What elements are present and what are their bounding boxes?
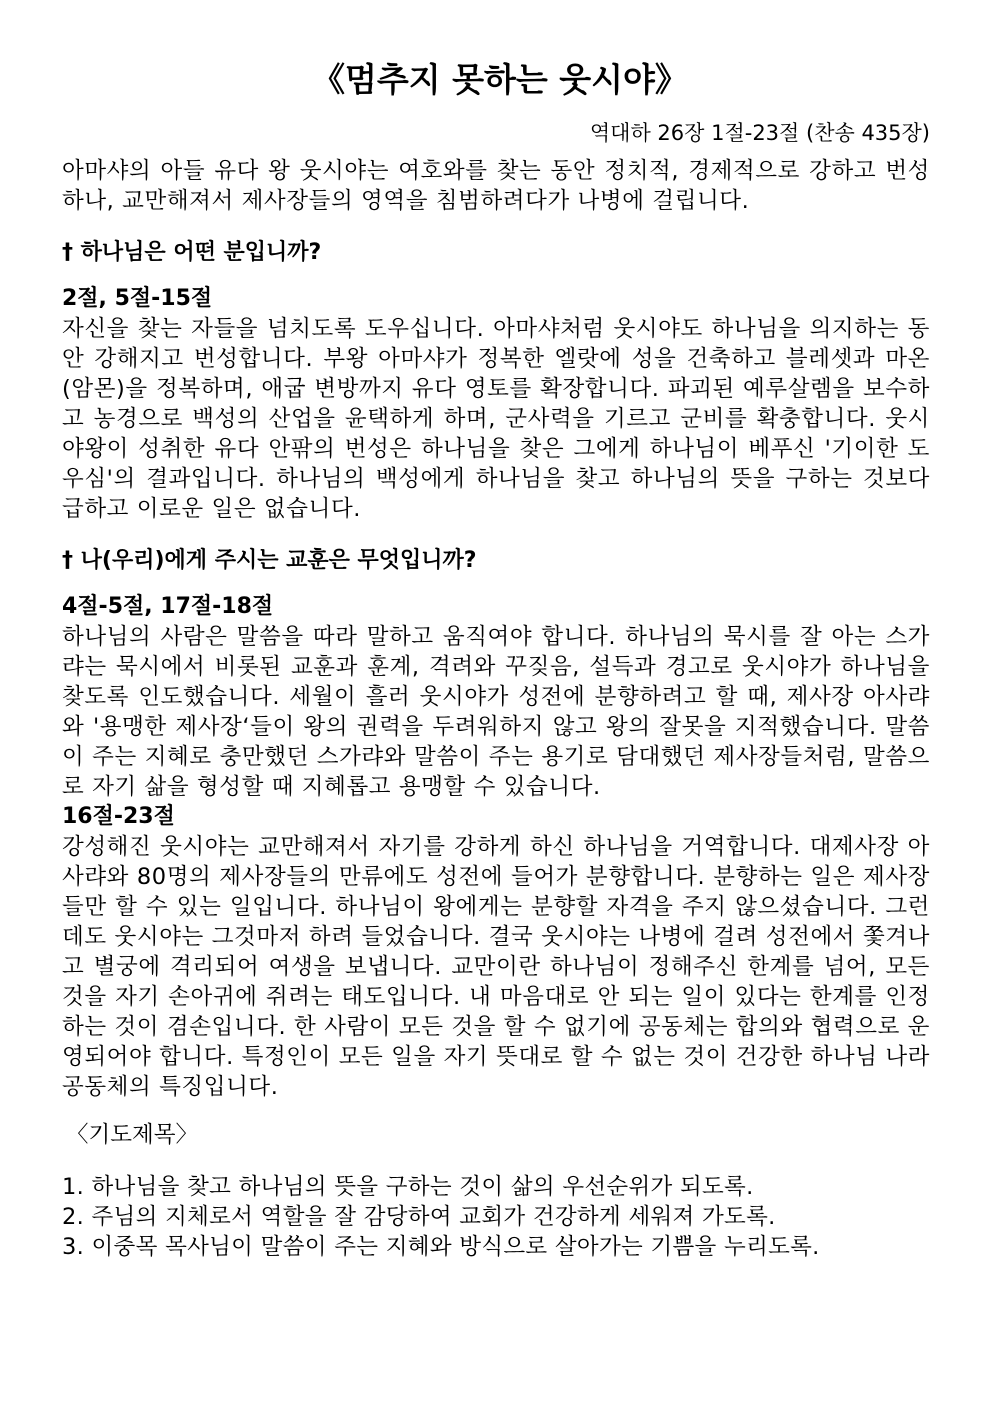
section2-body-2: 강성해진 웃시야는 교만해져서 자기를 강하게 하신 하나님을 거역합니다. 대제사장 아사랴와 80명의 제사장들의 만류에도 성전에 들어가 분향합니다. 분향하는 일은 제사장들만 할 수 있는 일입니다. 하나님이 왕에게는 분향할 자격을 주지 않으셨습니다. 그런데도 웃시야는 그것마저 하려 들었습니다. 결국 웃시야는 나병에 걸려 성전에서 쫓겨나고 별궁에 격리되어 여생을 보냅니다. 교만이란 하나님이 정해주신 한계를 넘어, 모든 것을 자기 손아귀에 쥐려는 태도입니다. 내 마음대로 안 되는 일이 있다는 한계를 인정하는 것이 겸손입니다. 한 사람이 모든 것을 할 수 없기에 공동체는 합의와 협력으로 운영되어야 합니다. 특정인이 모든 일을 자기 뜻대로 할 수 없는 것이 건강한 하나님 나라 공동체의 특징입니다.: [62, 834, 930, 1100]
prayer-item: 1. 하나님을 찾고 하나님의 뜻을 구하는 것이 삶의 우선순위가 되도록.: [62, 1174, 754, 1200]
intro-paragraph: 아마샤의 아들 유다 왕 웃시야는 여호와를 찾는 동안 정치적, 경제적으로 강하고 번성하나, 교만해져서 제사장들의 영역을 침범하려다가 나병에 걸립니다.: [62, 158, 930, 214]
verse-label-1: 2절, 5절-15절: [62, 286, 213, 311]
section1-body: 자신을 찾는 자들을 넘치도록 도우십니다. 아마샤처럼 웃시야도 하나님을 의지하는 동안 강해지고 번성합니다. 부왕 아마샤가 정복한 엘랏에 성을 건축하고 블레셋과 마온(암몬)을 정복하며, 애굽 변방까지 유다 영토를 확장합니다. 파괴된 예루살렘을 보수하고 농경으로 백성의 산업을 윤택하게 하며, 군사력을 기르고 군비를 확충합니다. 웃시야왕이 성취한 유다 안팎의 번성은 하나님을 찾은 그에게 하나님이 베푸신 '기이한 도우심'의 결과입니다. 하나님의 백성에게 하나님을 찾고 하나님의 뜻을 구하는 것보다 급하고 이로운 일은 없습니다.: [62, 316, 930, 522]
document-title: 《멈추지 못하는 웃시야》: [312, 60, 688, 99]
prayer-list: [62, 1172, 930, 1262]
prayer-item: 2. 주님의 지체로서 역할을 잘 감당하여 교회가 건강하게 세워져 가도록.: [62, 1204, 776, 1230]
verse-label-3: 16절-23절: [62, 804, 175, 829]
prayer-item: 3. 이중목 목사님이 말씀이 주는 지혜와 방식으로 살아가는 기쁨을 누리도록.: [62, 1234, 820, 1260]
document-page: [62, 56, 930, 1262]
verse-label-2: 4절-5절, 17절-18절: [62, 594, 274, 619]
question-heading-1: † 하나님은 어떤 분입니까?: [62, 240, 322, 265]
scripture-reference: 역대하 26장 1절-23절 (찬송 435장): [589, 121, 930, 145]
question-heading-2: † 나(우리)에게 주시는 교훈은 무엇입니까?: [62, 548, 477, 573]
prayer-heading: 〈기도제목〉: [66, 1122, 198, 1148]
section2-body-1: 하나님의 사람은 말씀을 따라 말하고 움직여야 합니다. 하나님의 묵시를 잘 아는 스가랴는 묵시에서 비롯된 교훈과 훈계, 격려와 꾸짖음, 설득과 경고로 웃시야가 하나님을 찾도록 인도했습니다. 세월이 흘러 웃시야가 성전에 분향하려고 할 때, 제사장 아사랴와 '용맹한 제사장‘들이 왕의 권력을 두려워하지 않고 왕의 잘못을 지적했습니다. 말씀이 주는 지혜로 충만했던 스가랴와 말씀이 주는 용기로 담대했던 제사장들처럼, 말씀으로 자기 삶을 형성할 때 지혜롭고 용맹할 수 있습니다.: [62, 624, 930, 800]
